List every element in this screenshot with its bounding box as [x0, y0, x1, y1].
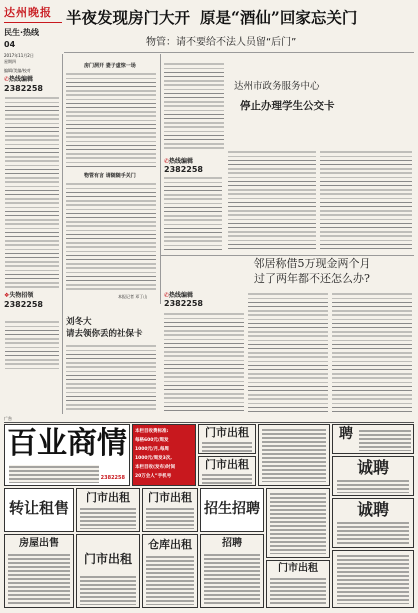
newspaper-logo: 达州晚报	[4, 4, 62, 23]
hotline-number-2: 2382258	[164, 165, 203, 174]
ad-misc-2	[266, 488, 330, 558]
editor-label: 编辑/美编/校对	[4, 68, 31, 73]
story-column-1b	[66, 182, 156, 292]
section-name: 民生·热线	[4, 28, 40, 37]
loan-text-3	[332, 292, 412, 412]
ads-top-label: 广告	[4, 416, 12, 421]
ad-transfer: 转让租售	[4, 488, 74, 532]
feature-text-2	[228, 150, 316, 250]
issue-weekday: 星期四	[4, 59, 16, 64]
story-column-2	[164, 62, 224, 152]
hotline-number-3: 2382258	[164, 299, 203, 308]
loan-headline: 邻居称借5万现金两个月 过了两年都不还怎么办?	[253, 257, 371, 285]
ad-rent-5: 门市出租	[76, 534, 140, 608]
loan-text-2	[248, 292, 328, 412]
ad-rent-6: 门市出租	[266, 560, 330, 608]
story-byline: 本报记者 邓丁山	[118, 294, 148, 299]
hotline-box-top	[4, 74, 60, 93]
phone-icon: ✆	[164, 158, 170, 165]
ad-hire-1: 诚聘	[332, 456, 414, 496]
ad-warehouse: 仓库出租	[142, 534, 198, 608]
hotline-label-2: ✆热线编辑	[164, 158, 194, 165]
ad-baiye-title: 百业商情	[7, 426, 127, 461]
hotline-number: 2382258	[4, 84, 43, 93]
ad-recruit: 招生招聘	[200, 488, 264, 532]
feature-org: 达州市政务服务中心	[234, 81, 320, 92]
sub-headline: 物管：请不要给不法人员留“后门”	[146, 37, 297, 48]
editorial-credits	[5, 320, 59, 370]
feature-box	[226, 60, 412, 140]
headline-part1: 半夜发现房门大开	[66, 8, 191, 27]
phone-icon: ✆	[164, 292, 170, 299]
ad-hire-4: 招聘	[200, 534, 264, 608]
ad-hire-3: 聘	[332, 424, 414, 454]
lost-found-label: ❖失物招领	[4, 292, 34, 299]
left-column-text	[5, 96, 59, 288]
ad-baiye-phone: 2382258	[100, 475, 125, 481]
story-heading-2: 物管有言 请随随手关门	[84, 173, 136, 179]
feature-title: 停止办理学生公交卡	[240, 100, 335, 112]
bell-icon: ❖	[4, 292, 10, 299]
lost-found-box	[4, 290, 60, 309]
loan-text-1	[164, 312, 244, 412]
hotline-box-loan	[164, 290, 224, 308]
ad-rent-3: 门市出租	[76, 488, 140, 532]
hotline-box-mid	[164, 156, 222, 174]
story-heading-1: 房门洞开 妻子虚惊一场	[84, 63, 136, 69]
ad-misc-3	[332, 550, 414, 608]
page-number: 04	[4, 40, 16, 49]
phone-icon: ✆	[4, 76, 10, 83]
ad-house: 房屋出售	[4, 534, 74, 608]
hotline-label-3: ✆热线编辑	[164, 292, 194, 299]
ad-rent-1: 门市出租	[198, 424, 256, 454]
headline-part2: 原是“酒仙”回家忘关门	[200, 8, 358, 27]
ad-rent-4: 门市出租	[142, 488, 198, 532]
ad-rate-box: 本栏目收费标准: 每格600元/周发 1000元/月,每周 1000元/周发3次, 本栏目收(发布)时间 20万会人”手机号	[132, 424, 196, 486]
story-column-1	[66, 72, 156, 168]
lost-found-headline: 刘冬大 请去领你丢的社保卡	[66, 317, 143, 339]
main-headline	[66, 6, 414, 28]
ad-rent-2: 门市出租	[198, 456, 256, 486]
ad-misc-1	[258, 424, 330, 486]
feature-text-1	[164, 176, 222, 250]
lost-found-text	[66, 344, 156, 412]
issue-date: 2017年11月2日	[4, 53, 34, 58]
hotline-label: ✆热线编辑	[4, 76, 34, 83]
lost-found-number: 2382258	[4, 300, 43, 309]
feature-text-3	[320, 150, 412, 250]
ad-baiye	[4, 424, 130, 486]
ad-hire-2: 诚聘	[332, 498, 414, 548]
